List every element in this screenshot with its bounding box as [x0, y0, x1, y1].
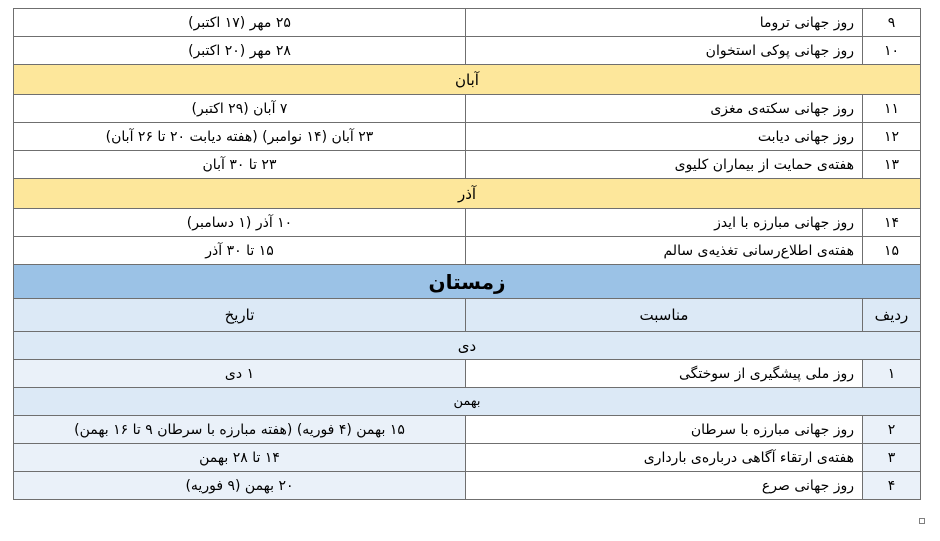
- occasions-table: [13, 8, 921, 500]
- month-header-row: [14, 179, 921, 209]
- occasion-cell: هفته‌ی اطلاع‌رسانی تغذیه‌ی سالم: [466, 237, 863, 265]
- row-number: ۱۱: [863, 95, 921, 123]
- row-number: ۱۲: [863, 123, 921, 151]
- season-header-row: [14, 265, 921, 299]
- date-cell: ۲۵ مهر (۱۷ اکتبر): [14, 9, 466, 37]
- occasion-cell: روز جهانی صرع: [466, 472, 863, 500]
- table-row: [14, 209, 921, 237]
- date-cell: ۲۳ تا ۳۰ آبان: [14, 151, 466, 179]
- occasion-cell: روز جهانی مبارزه با سرطان: [466, 416, 863, 444]
- row-number: ۱: [863, 360, 921, 388]
- table-resize-handle[interactable]: [919, 518, 925, 524]
- occasion-cell: روز جهانی سکته‌ی مغزی: [466, 95, 863, 123]
- occasion-cell: روز جهانی مبارزه با ایدز: [466, 209, 863, 237]
- table-row: [14, 360, 921, 388]
- row-number: ۹: [863, 9, 921, 37]
- row-number: ۱۴: [863, 209, 921, 237]
- occasion-cell: روز جهانی تروما: [466, 9, 863, 37]
- header-occasion: مناسبت: [466, 299, 863, 332]
- table-row: [14, 9, 921, 37]
- table-row: [14, 123, 921, 151]
- date-cell: ۲۰ بهمن (۹ فوریه): [14, 472, 466, 500]
- date-cell: ۱۴ تا ۲۸ بهمن: [14, 444, 466, 472]
- occasion-cell: روز جهانی پوکی استخوان: [466, 37, 863, 65]
- table-row: [14, 237, 921, 265]
- date-cell: ۱۵ بهمن (۴ فوریه) (هفته مبارزه با سرطان ۹ تا ۱۶ بهمن): [14, 416, 466, 444]
- date-cell: ۱۵ تا ۳۰ آذر: [14, 237, 466, 265]
- row-number: ۱۰: [863, 37, 921, 65]
- table-row: [14, 95, 921, 123]
- column-header-row: [14, 299, 921, 332]
- date-cell: ۱۰ آذر (۱ دسامبر): [14, 209, 466, 237]
- row-number: ۳: [863, 444, 921, 472]
- row-number: ۴: [863, 472, 921, 500]
- date-cell: ۱ دی: [14, 360, 466, 388]
- month-azar-label: آذر: [14, 179, 921, 209]
- date-cell: ۲۳ آبان (۱۴ نوامبر) (هفته دیابت ۲۰ تا ۲۶ آبان): [14, 123, 466, 151]
- month-header-row: [14, 388, 921, 416]
- table-row: [14, 416, 921, 444]
- table-row: [14, 151, 921, 179]
- occasion-cell: هفته‌ی ارتقاء آگاهی درباره‌ی بارداری: [466, 444, 863, 472]
- month-header-row: [14, 65, 921, 95]
- row-number: ۱۳: [863, 151, 921, 179]
- row-number: ۲: [863, 416, 921, 444]
- month-bahman-label: بهمن: [14, 388, 921, 416]
- date-cell: ۲۸ مهر (۲۰ اکتبر): [14, 37, 466, 65]
- occasion-cell: هفته‌ی حمایت از بیماران کلیوی: [466, 151, 863, 179]
- month-aban-label: آبان: [14, 65, 921, 95]
- month-header-row: [14, 332, 921, 360]
- occasion-cell: روز جهانی دیابت: [466, 123, 863, 151]
- row-number: ۱۵: [863, 237, 921, 265]
- table-row: [14, 37, 921, 65]
- occasion-cell: روز ملی پیشگیری از سوختگی: [466, 360, 863, 388]
- header-row-number: ردیف: [863, 299, 921, 332]
- month-dey-label: دی: [14, 332, 921, 360]
- date-cell: ۷ آبان (۲۹ اکتبر): [14, 95, 466, 123]
- table-row: [14, 472, 921, 500]
- table-row: [14, 444, 921, 472]
- season-title: زمستان: [14, 265, 921, 299]
- header-date: تاریخ: [14, 299, 466, 332]
